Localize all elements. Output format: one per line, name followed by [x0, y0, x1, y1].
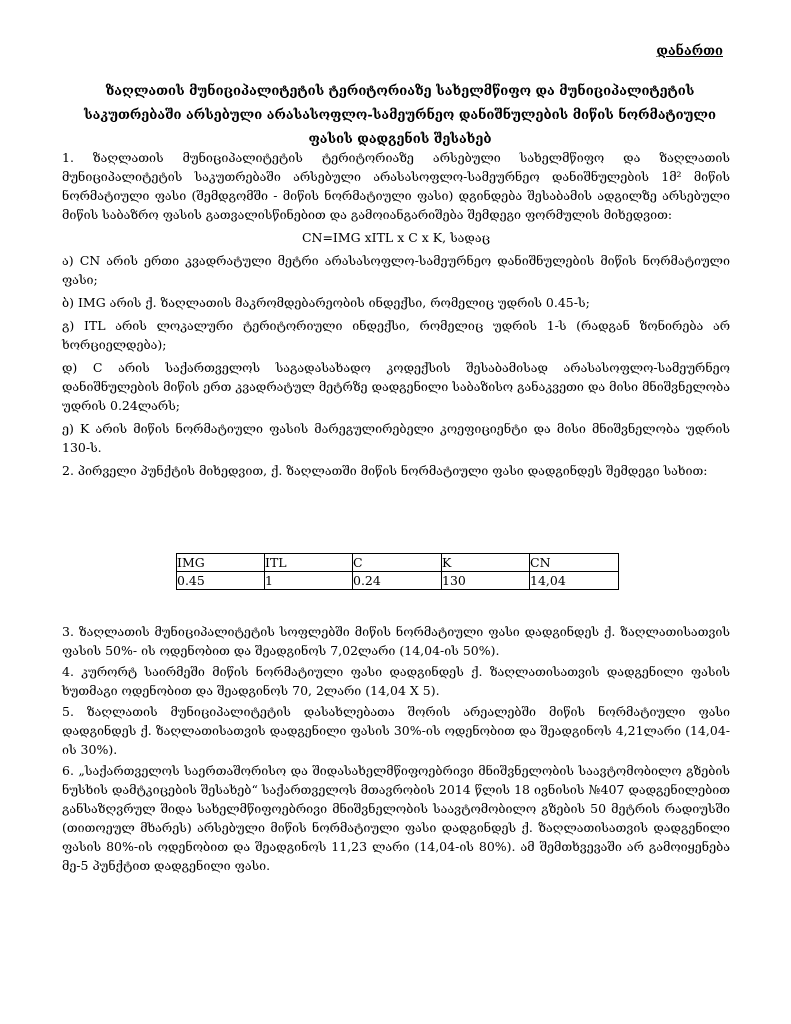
paragraph-5: 5. ზაღლათის მუნიციპალიტეტის დასახლებათა შორის არეალებში მიწის ნორმატიული ფასი დადგინდეს ქ. ზაღლათისათვის დადგენილი ფასის 30%-ის ოდენობით და შეადგინოს 4,21ლარი (14,04- ის 30%). — [62, 704, 730, 757]
values-table — [176, 553, 619, 590]
document-title: ზაღლათის მუნიციპალიტეტის ტერიტორიაზე სახელმწიფო და მუნიციპალიტეტის საკუთრებაში არსებული არასასოფლო-სამეურნეო დანიშნულების მიწის ნორმატიული ფასის დადგენის შესახებ — [84, 84, 716, 147]
table-header-cell: K — [442, 554, 530, 572]
paragraph-e: ე) K არის მიწის ნორმატიული ფასის მარეგულირებელი კოეფიციენტი და მისი მნიშვნელობა უდრის 130-ს. — [62, 421, 730, 455]
paragraph-b: ბ) IMG არის ქ. ზაღლათის მაკრომდებარეობის ინდექსი, რომელიც უდრის 0.45-ს; — [62, 295, 590, 310]
table-header-cell: IMG — [177, 554, 265, 572]
paragraph-d: დ) C არის საქართველოს საგადასახადო კოდექსის შესაბამისად არასასოფლო-სამეურნეო დანიშნულების მიწის ერთ კვადრატულ მეტრზე დადგენილი საბაზისო განაკვეთი და მისი მნიშვნელობა უდრის 0.24ლარს; — [62, 360, 730, 413]
body-section-2 — [62, 622, 730, 877]
paragraph-3: 3. ზაღლათის მუნიციპალიტეტის სოფლებში მიწის ნორმატიული ფასი დადგინდეს ქ. ზაღლათისათვის ფასის 50%- ის ოდენობით და შეადგინოს 7,02ლარი (14,04-ის 50%). — [62, 624, 730, 658]
table-header-cell: C — [353, 554, 442, 572]
paragraph-1: 1. ზაღლათის მუნიციპალიტეტის ტერიტორიაზე არსებული სახელმწიფო და ზაღლათის მუნიციპალიტეტის საკუთრებაში არსებული არასასოფლო-სამეურნეო დანიშნულების 1მ² მიწის ნორმატიული ფასი (შემდგომში - მიწის ნორმატიული ფასი) დგინდება შესაბამის ადგილზე არსებული მიწის საბაზრო ფასის გათვალისწინებით და გამოიანგარიშება შემდეგი ფორმულის მიხედვით: — [62, 150, 730, 222]
table-cell: 0.24 — [353, 572, 442, 590]
formula: CN=IMG xITL x C x K, სადაც — [301, 230, 491, 245]
annex-label: დანართი — [656, 44, 723, 59]
table-header-cell: CN — [530, 554, 619, 572]
table-header-cell: ITL — [265, 554, 353, 572]
paragraph-4: 4. კურორტ საირმეში მიწის ნორმატიული ფასი დადგინდეს ქ. ზაღლათისათვის დადგენილი ფასის ხუთმაგი ოდენობით და შეადგინოს 70, 2ლარი (14,04 X 5). — [62, 664, 730, 698]
paragraph-6: 6. „საქართველოს საერთაშორისო და შიდასახელმწიფოებრივი მნიშვნელობის საავტომობილო გზების ნუსხის დამტკიცების შესახებ“ საქართველოს მთავრობის 2014 წლის 18 ივნისის №407 დადგენილებით განსაზღვრულ შიდა სახელმწიფოებრივი მნიშვნელობის საავტომობილო გზების 50 მეტრის რადიუსში (თითოეულ მხარეს) არსებული მიწის ნორმატიული ფასი დადგინდეს ქ. ზაღლათისათვის დადგენილი ფასის 80%-ის ოდენობით და შეადგინოს 11,23 ლარი (14,04-ის 80%). ამ შემთხვევაში არ გამოიყენება მე-5 პუნქტით დადგენილი ფასი. — [62, 763, 730, 873]
paragraph-g: გ) ITL არის ლოკალური ტერიტორიული ინდექსი, რომელიც უდრის 1-ს (რადგან ზონირება არ ხორციელდება); — [62, 318, 730, 352]
table-header-row — [177, 554, 619, 572]
body-section-1 — [62, 148, 730, 484]
table-cell: 130 — [442, 572, 530, 590]
table-cell: 14,04 — [530, 572, 619, 590]
paragraph-2: 2. პირველი პუნქტის მიხედვით, ქ. ზაღლათში მიწის ნორმატიული ფასი დადგინდეს შემდეგი სახით: — [62, 463, 708, 478]
table-row — [177, 572, 619, 590]
paragraph-a: ა) CN არის ერთი კვადრატული მეტრი არასასოფლო-სამეურნეო დანიშნულების მიწის ნორმატიული ფასი; — [62, 253, 730, 287]
table-cell: 0.45 — [177, 572, 265, 590]
table-cell: 1 — [265, 572, 353, 590]
